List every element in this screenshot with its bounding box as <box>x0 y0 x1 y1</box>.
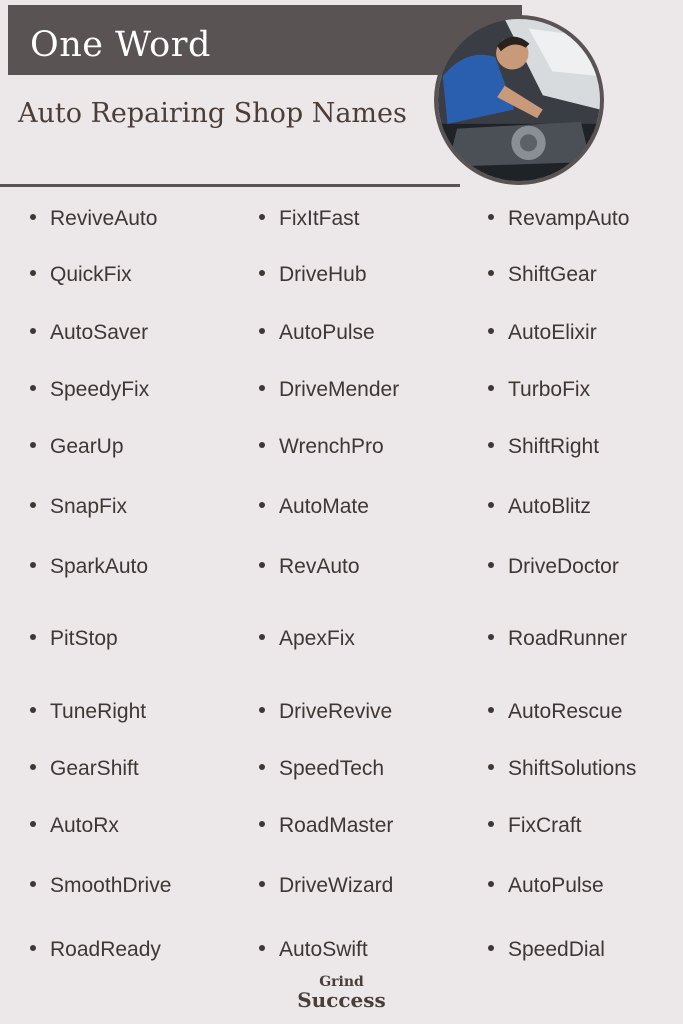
bullet-icon <box>30 634 36 640</box>
list-item: AutoElixir <box>488 320 597 346</box>
bullet-icon <box>259 881 265 887</box>
bullet-icon <box>259 502 265 508</box>
bullet-icon <box>259 562 265 568</box>
bullet-icon <box>488 385 494 391</box>
brand-line-1: Grind <box>319 974 364 990</box>
bullet-icon <box>259 764 265 770</box>
list-item: SmoothDrive <box>30 873 171 899</box>
list-item: SpeedTech <box>259 756 384 782</box>
bullet-icon <box>30 270 36 276</box>
list-item: SpeedyFix <box>30 377 149 403</box>
bullet-icon <box>30 214 36 220</box>
bullet-icon <box>488 270 494 276</box>
bullet-icon <box>488 945 494 951</box>
bullet-icon <box>259 270 265 276</box>
list-item: ApexFix <box>259 626 355 652</box>
bullet-icon <box>30 945 36 951</box>
bullet-icon <box>259 707 265 713</box>
brand-line-2: Success <box>297 988 386 1012</box>
bullet-icon <box>259 328 265 334</box>
list-item: DriveWizard <box>259 873 393 899</box>
list-item: SpeedDial <box>488 937 605 963</box>
list-item: GearUp <box>30 434 124 460</box>
bullet-icon <box>30 821 36 827</box>
list-item: PitStop <box>30 626 118 652</box>
brand-logo <box>0 975 683 1011</box>
bullet-icon <box>30 442 36 448</box>
list-item: RoadRunner <box>488 626 627 652</box>
list-item: QuickFix <box>30 262 132 288</box>
list-item: AutoSwift <box>259 937 368 963</box>
list-item: AutoRescue <box>488 699 622 725</box>
list-item: DriveDoctor <box>488 554 619 580</box>
bullet-icon <box>488 328 494 334</box>
list-item: SnapFix <box>30 494 127 520</box>
bullet-icon <box>259 442 265 448</box>
list-item: RoadMaster <box>259 813 393 839</box>
bullet-icon <box>488 562 494 568</box>
bullet-icon <box>488 881 494 887</box>
list-item: DriveRevive <box>259 699 392 725</box>
bullet-icon <box>259 385 265 391</box>
bullet-icon <box>488 634 494 640</box>
bullet-icon <box>488 214 494 220</box>
list-item: RoadReady <box>30 937 161 963</box>
bullet-icon <box>30 881 36 887</box>
list-item: ShiftGear <box>488 262 597 288</box>
bullet-icon <box>259 945 265 951</box>
bullet-icon <box>259 214 265 220</box>
list-item: AutoRx <box>30 813 119 839</box>
bullet-icon <box>30 385 36 391</box>
bullet-icon <box>259 821 265 827</box>
list-item: SparkAuto <box>30 554 148 580</box>
list-item: DriveMender <box>259 377 399 403</box>
list-item: ReviveAuto <box>30 206 157 232</box>
mechanic-photo <box>434 15 604 185</box>
list-item: AutoBlitz <box>488 494 591 520</box>
bullet-icon <box>30 707 36 713</box>
list-item: ShiftSolutions <box>488 756 636 782</box>
bullet-icon <box>259 634 265 640</box>
list-item: DriveHub <box>259 262 367 288</box>
list-item: FixCraft <box>488 813 582 839</box>
bullet-icon <box>30 562 36 568</box>
header-divider <box>0 184 460 187</box>
list-item: TurboFix <box>488 377 590 403</box>
list-item: AutoPulse <box>488 873 604 899</box>
bullet-icon <box>30 328 36 334</box>
list-item: AutoMate <box>259 494 369 520</box>
list-item: ShiftRight <box>488 434 599 460</box>
bullet-icon <box>488 821 494 827</box>
page-subtitle: Auto Repairing Shop Names <box>18 98 407 129</box>
list-item: RevampAuto <box>488 206 629 232</box>
list-item: WrenchPro <box>259 434 384 460</box>
list-item: GearShift <box>30 756 139 782</box>
list-item: TuneRight <box>30 699 146 725</box>
bullet-icon <box>30 502 36 508</box>
list-item: RevAuto <box>259 554 360 580</box>
list-item: AutoPulse <box>259 320 375 346</box>
bullet-icon <box>488 502 494 508</box>
bullet-icon <box>30 764 36 770</box>
bullet-icon <box>488 707 494 713</box>
bullet-icon <box>488 442 494 448</box>
list-item: FixItFast <box>259 206 360 232</box>
list-item: AutoSaver <box>30 320 148 346</box>
page-title: One Word <box>30 25 211 65</box>
bullet-icon <box>488 764 494 770</box>
